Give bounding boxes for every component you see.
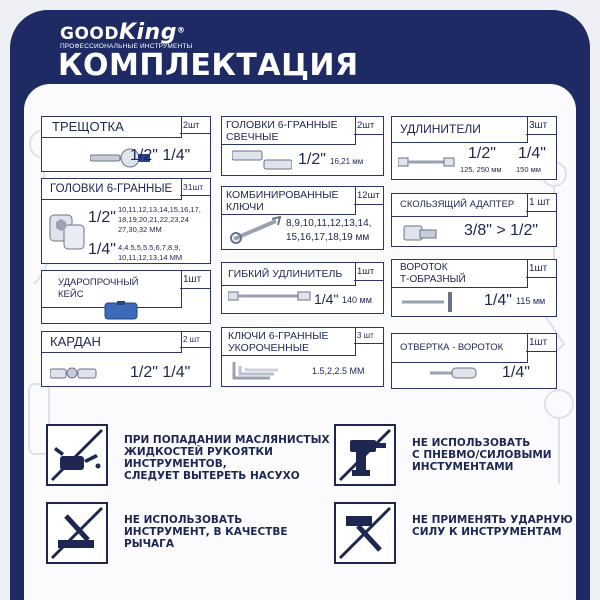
- item-size: 1/2": [298, 151, 326, 168]
- item-size: 3/8" > 1/2": [464, 222, 539, 239]
- item-card-sockets: [41, 178, 211, 264]
- item-size: 1/4": [314, 291, 339, 307]
- item-card-extensions: [391, 116, 557, 180]
- item-name: ОТВЕРТКА - ВОРОТОК: [392, 334, 528, 363]
- oil-can-icon: [46, 424, 108, 486]
- warning-lever: НЕ ИСПОЛЬЗОВАТЬ ИНСТРУМЕНТ, В КАЧЕСТВЕ РЫЧАГА: [124, 514, 288, 550]
- brand-name: GOODKing®: [60, 20, 186, 45]
- item-note: 16,21 мм: [330, 157, 364, 166]
- brand-logo: [60, 20, 193, 50]
- item-note: 1.5,2,2.5 MM: [312, 366, 365, 376]
- item-qty: 3 шт: [354, 328, 383, 344]
- item-card-hex-keys: [221, 327, 384, 387]
- item-qty: 2шт: [180, 117, 210, 134]
- item-name: ГОЛОВКИ 6-ГРАННЫЕ СВЕЧНЫЕ: [222, 117, 356, 145]
- item-size: 1/2" 1/4": [130, 147, 191, 164]
- extension-bar-icon: [398, 155, 456, 169]
- item-name: ГИБКИЙ УДЛИНИТЕЛЬ: [222, 263, 356, 286]
- item-name: КАРДАН: [42, 332, 182, 353]
- item-card-sliding-adapter: [391, 193, 557, 247]
- item-name: УДЛИНИТЕЛИ: [392, 117, 528, 143]
- item-qty: 2шт: [354, 117, 383, 135]
- item-card-screwdriver-handle: [391, 333, 557, 389]
- item-name: КОМБИНИРОВАННЫЕ КЛЮЧИ: [222, 187, 356, 215]
- universal-joint-icon: [50, 364, 98, 382]
- item-note: 140 мм: [342, 295, 372, 305]
- item-size-a: 1/2": [468, 145, 496, 162]
- warning-power-tools: НЕ ИСПОЛЬЗОВАТЬ С ПНЕВМО/СИЛОВЫМИ ИНСТУМЕНТАМИ: [412, 437, 552, 473]
- item-qty: 1шт: [354, 263, 383, 281]
- no-hammer-icon: [334, 502, 396, 564]
- spark-socket-icon: [232, 147, 292, 173]
- item-size-a: 1/2": [88, 209, 116, 226]
- item-qty: 1шт: [180, 271, 210, 289]
- item-sizes-b: 4,4.5,5,5.5,6,7,8,9, 10,11,12,13,14 MM: [118, 243, 183, 262]
- item-name: ГОЛОВКИ 6-ГРАННЫЕ: [42, 179, 182, 200]
- item-size: 1/2" 1/4": [130, 364, 191, 381]
- page-title: КОМПЛЕКТАЦИЯ: [58, 48, 359, 83]
- item-name: ВОРОТОК Т-ОБРАЗНЫЙ: [392, 260, 528, 288]
- item-sizes-a: 10,11,12,13,14,15,16,17, 18,19,20,21,22,23,24 27,30,32 MM: [118, 205, 201, 234]
- item-qty: 1шт: [526, 334, 556, 352]
- no-lever-icon: [46, 502, 108, 564]
- item-note: 115 мм: [516, 296, 546, 306]
- item-qty: 1шт: [526, 260, 556, 278]
- t-handle-icon: [400, 290, 464, 312]
- item-card-universal-joint: [41, 331, 211, 387]
- combination-wrench-icon: [228, 215, 284, 245]
- item-name: СКОЛЬЗЯЩИЙ АДАПТЕР: [392, 194, 528, 217]
- item-note-b: 150 мм: [516, 165, 541, 174]
- item-size: 1/4": [502, 364, 530, 381]
- item-note-a: 125, 250 мм: [460, 165, 502, 174]
- sockets-icon: [46, 209, 88, 255]
- item-note: 8,9,10,11,12,13,14, 15,16,17,18,19 мм: [286, 218, 372, 243]
- item-size-b: 1/4": [518, 145, 546, 162]
- item-qty: 12шт: [354, 187, 383, 205]
- warning-hammer: НЕ ПРИМЕНЯТЬ УДАРНУЮ СИЛУ К ИНСТРУМЕНТАМ: [412, 514, 573, 538]
- item-size-b: 1/4": [88, 241, 116, 258]
- hex-keys-icon: [230, 358, 280, 384]
- item-card-ratchet: [41, 116, 211, 172]
- item-card-flex-extension: [221, 262, 384, 314]
- item-qty: 2 шт: [180, 332, 210, 348]
- brand-subtitle: ПРОФЕССИОНАЛЬНЫЕ ИНСТРУМЕНТЫ: [60, 43, 193, 50]
- item-qty: 31шт: [180, 179, 210, 196]
- item-card-combination-wrenches: [221, 186, 384, 250]
- item-qty: 1 шт: [526, 194, 556, 212]
- item-name: КЛЮЧИ 6-ГРАННЫЕ УКОРОЧЕННЫЕ: [222, 328, 356, 356]
- case-icon: [104, 301, 140, 321]
- no-power-drill-icon: [334, 424, 396, 486]
- item-qty: 3шт: [526, 117, 556, 135]
- adapter-icon: [400, 220, 440, 244]
- item-name: УДАРОПРОЧНЫЙ КЕЙС: [42, 271, 182, 308]
- item-size: 1/4": [484, 292, 512, 309]
- item-name: ТРЕЩОТКА: [42, 117, 182, 138]
- item-card-spark-sockets: [221, 116, 384, 176]
- item-card-t-handle: [391, 259, 557, 317]
- item-card-case: [41, 270, 211, 324]
- warning-oil: ПРИ ПОПАДАНИИ МАСЛЯНИСТЫХ ЖИДКОСТЕЙ РУКОЯТКИ ИНСТРУМЕНТОВ, СЛЕДУЕТ ВЫТЕРЕТЬ НАСУХО: [124, 434, 330, 482]
- flex-extension-icon: [228, 289, 312, 303]
- screwdriver-handle-icon: [428, 366, 480, 380]
